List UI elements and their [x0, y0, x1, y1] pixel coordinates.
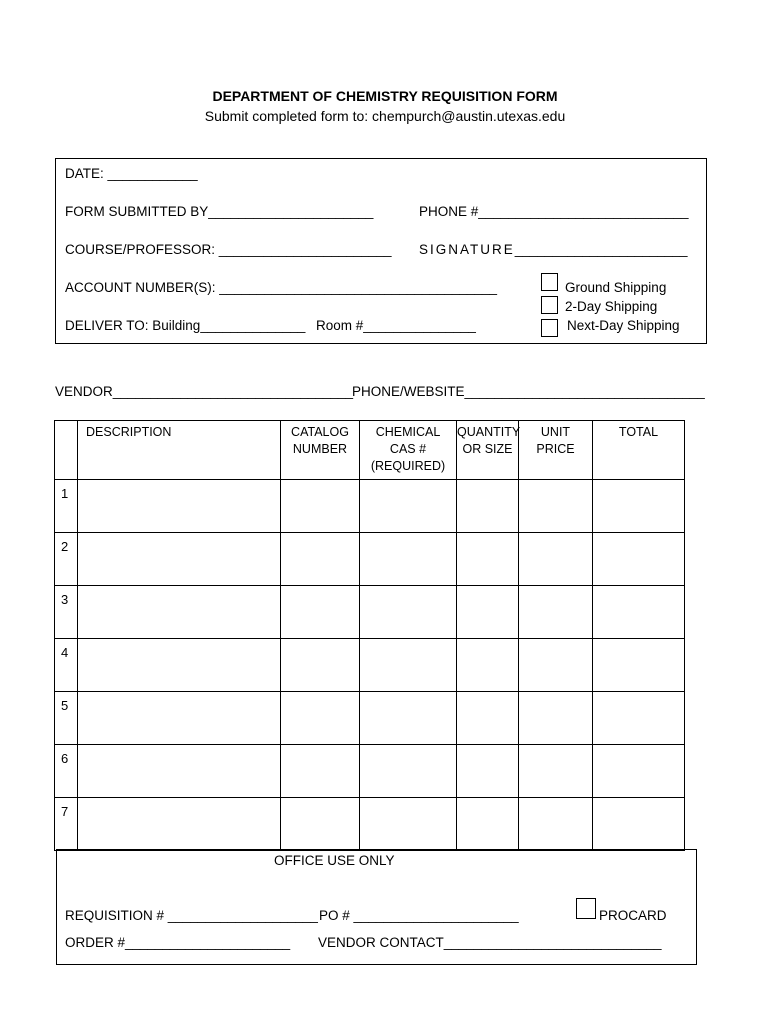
- total-cell[interactable]: [593, 586, 685, 639]
- description-cell[interactable]: [78, 533, 281, 586]
- row-number: 5: [55, 692, 78, 745]
- header-catalog-number: CATALOG NUMBER: [281, 421, 360, 480]
- form-title: DEPARTMENT OF CHEMISTRY REQUISITION FORM: [212, 88, 558, 104]
- unit-price-cell[interactable]: [519, 480, 593, 533]
- catalog-cell[interactable]: [281, 533, 360, 586]
- table-row: [55, 533, 685, 586]
- unit-price-cell[interactable]: [519, 639, 593, 692]
- account-numbers-field[interactable]: ACCOUNT NUMBER(S): _____________________________________: [65, 280, 498, 295]
- quantity-cell[interactable]: [457, 639, 519, 692]
- header-chemical-cas: CHEMICAL CAS # (REQUIRED): [360, 421, 457, 480]
- total-cell[interactable]: [593, 745, 685, 798]
- form-subtitle: Submit completed form to: chempurch@austin.utexas.edu: [204, 108, 566, 124]
- row-number: 1: [55, 480, 78, 533]
- catalog-cell[interactable]: [281, 480, 360, 533]
- deliver-to-building-field[interactable]: DELIVER TO: Building______________: [65, 318, 306, 333]
- table-row: [55, 745, 685, 798]
- catalog-cell[interactable]: [281, 692, 360, 745]
- requisition-number-field[interactable]: REQUISITION # ____________________: [65, 908, 318, 923]
- total-cell[interactable]: [593, 533, 685, 586]
- quantity-cell[interactable]: [457, 586, 519, 639]
- ground-shipping-checkbox[interactable]: [541, 273, 558, 291]
- row-number: 7: [55, 798, 78, 851]
- description-cell[interactable]: [78, 745, 281, 798]
- catalog-cell[interactable]: [281, 586, 360, 639]
- next-day-shipping-checkbox[interactable]: [541, 319, 558, 337]
- po-number-field[interactable]: PO # ______________________: [319, 908, 519, 923]
- signature-label: SIGNATURE: [419, 242, 515, 257]
- quantity-cell[interactable]: [457, 692, 519, 745]
- vendor-contact-field[interactable]: VENDOR CONTACT_____________________________: [318, 935, 662, 950]
- unit-price-cell[interactable]: [519, 586, 593, 639]
- row-number: 3: [55, 586, 78, 639]
- quantity-cell[interactable]: [457, 533, 519, 586]
- office-use-heading: OFFICE USE ONLY: [274, 853, 395, 868]
- phone-field[interactable]: PHONE #____________________________: [419, 204, 689, 219]
- description-cell[interactable]: [78, 639, 281, 692]
- unit-price-cell[interactable]: [519, 533, 593, 586]
- table-row: [55, 586, 685, 639]
- signature-line: _______________________: [514, 242, 688, 257]
- cas-cell[interactable]: [360, 639, 457, 692]
- cas-cell[interactable]: [360, 745, 457, 798]
- items-table: [54, 420, 685, 851]
- catalog-cell[interactable]: [281, 798, 360, 851]
- total-cell[interactable]: [593, 798, 685, 851]
- two-day-shipping-label: 2-Day Shipping: [565, 299, 658, 314]
- header-quantity: QUANTITY OR SIZE: [457, 421, 519, 480]
- catalog-cell[interactable]: [281, 639, 360, 692]
- cas-cell[interactable]: [360, 533, 457, 586]
- table-header-row: [55, 421, 685, 480]
- table-row: [55, 639, 685, 692]
- total-cell[interactable]: [593, 480, 685, 533]
- date-field[interactable]: DATE: ____________: [65, 166, 198, 181]
- header-number: [55, 421, 78, 480]
- unit-price-cell[interactable]: [519, 692, 593, 745]
- procard-label: PROCARD: [599, 908, 667, 923]
- cas-cell[interactable]: [360, 692, 457, 745]
- header-unit-price: UNIT PRICE: [519, 421, 593, 480]
- row-number: 4: [55, 639, 78, 692]
- next-day-shipping-label: Next-Day Shipping: [567, 318, 680, 333]
- table-row: [55, 480, 685, 533]
- quantity-cell[interactable]: [457, 798, 519, 851]
- procard-checkbox[interactable]: [576, 898, 596, 919]
- vendor-field[interactable]: VENDOR________________________________: [55, 384, 354, 399]
- header-total: TOTAL: [593, 421, 685, 480]
- order-number-field[interactable]: ORDER #______________________: [65, 935, 291, 950]
- vendor-phone-website-field[interactable]: PHONE/WEBSITE________________________________: [352, 384, 705, 399]
- form-submitted-by-field[interactable]: FORM SUBMITTED BY______________________: [65, 204, 374, 219]
- course-professor-field[interactable]: COURSE/PROFESSOR: _______________________: [65, 242, 392, 257]
- unit-price-cell[interactable]: [519, 798, 593, 851]
- row-number: 6: [55, 745, 78, 798]
- description-cell[interactable]: [78, 480, 281, 533]
- room-field[interactable]: Room #_______________: [316, 318, 476, 333]
- catalog-cell[interactable]: [281, 745, 360, 798]
- description-cell[interactable]: [78, 692, 281, 745]
- table-row: [55, 798, 685, 851]
- unit-price-cell[interactable]: [519, 745, 593, 798]
- description-cell[interactable]: [78, 586, 281, 639]
- cas-cell[interactable]: [360, 798, 457, 851]
- two-day-shipping-checkbox[interactable]: [541, 296, 558, 314]
- cas-cell[interactable]: [360, 586, 457, 639]
- table-row: [55, 692, 685, 745]
- cas-cell[interactable]: [360, 480, 457, 533]
- total-cell[interactable]: [593, 639, 685, 692]
- signature-field[interactable]: [419, 242, 687, 257]
- quantity-cell[interactable]: [457, 480, 519, 533]
- header-description: DESCRIPTION: [78, 421, 281, 480]
- total-cell[interactable]: [593, 692, 685, 745]
- quantity-cell[interactable]: [457, 745, 519, 798]
- ground-shipping-label: Ground Shipping: [565, 280, 667, 295]
- row-number: 2: [55, 533, 78, 586]
- description-cell[interactable]: [78, 798, 281, 851]
